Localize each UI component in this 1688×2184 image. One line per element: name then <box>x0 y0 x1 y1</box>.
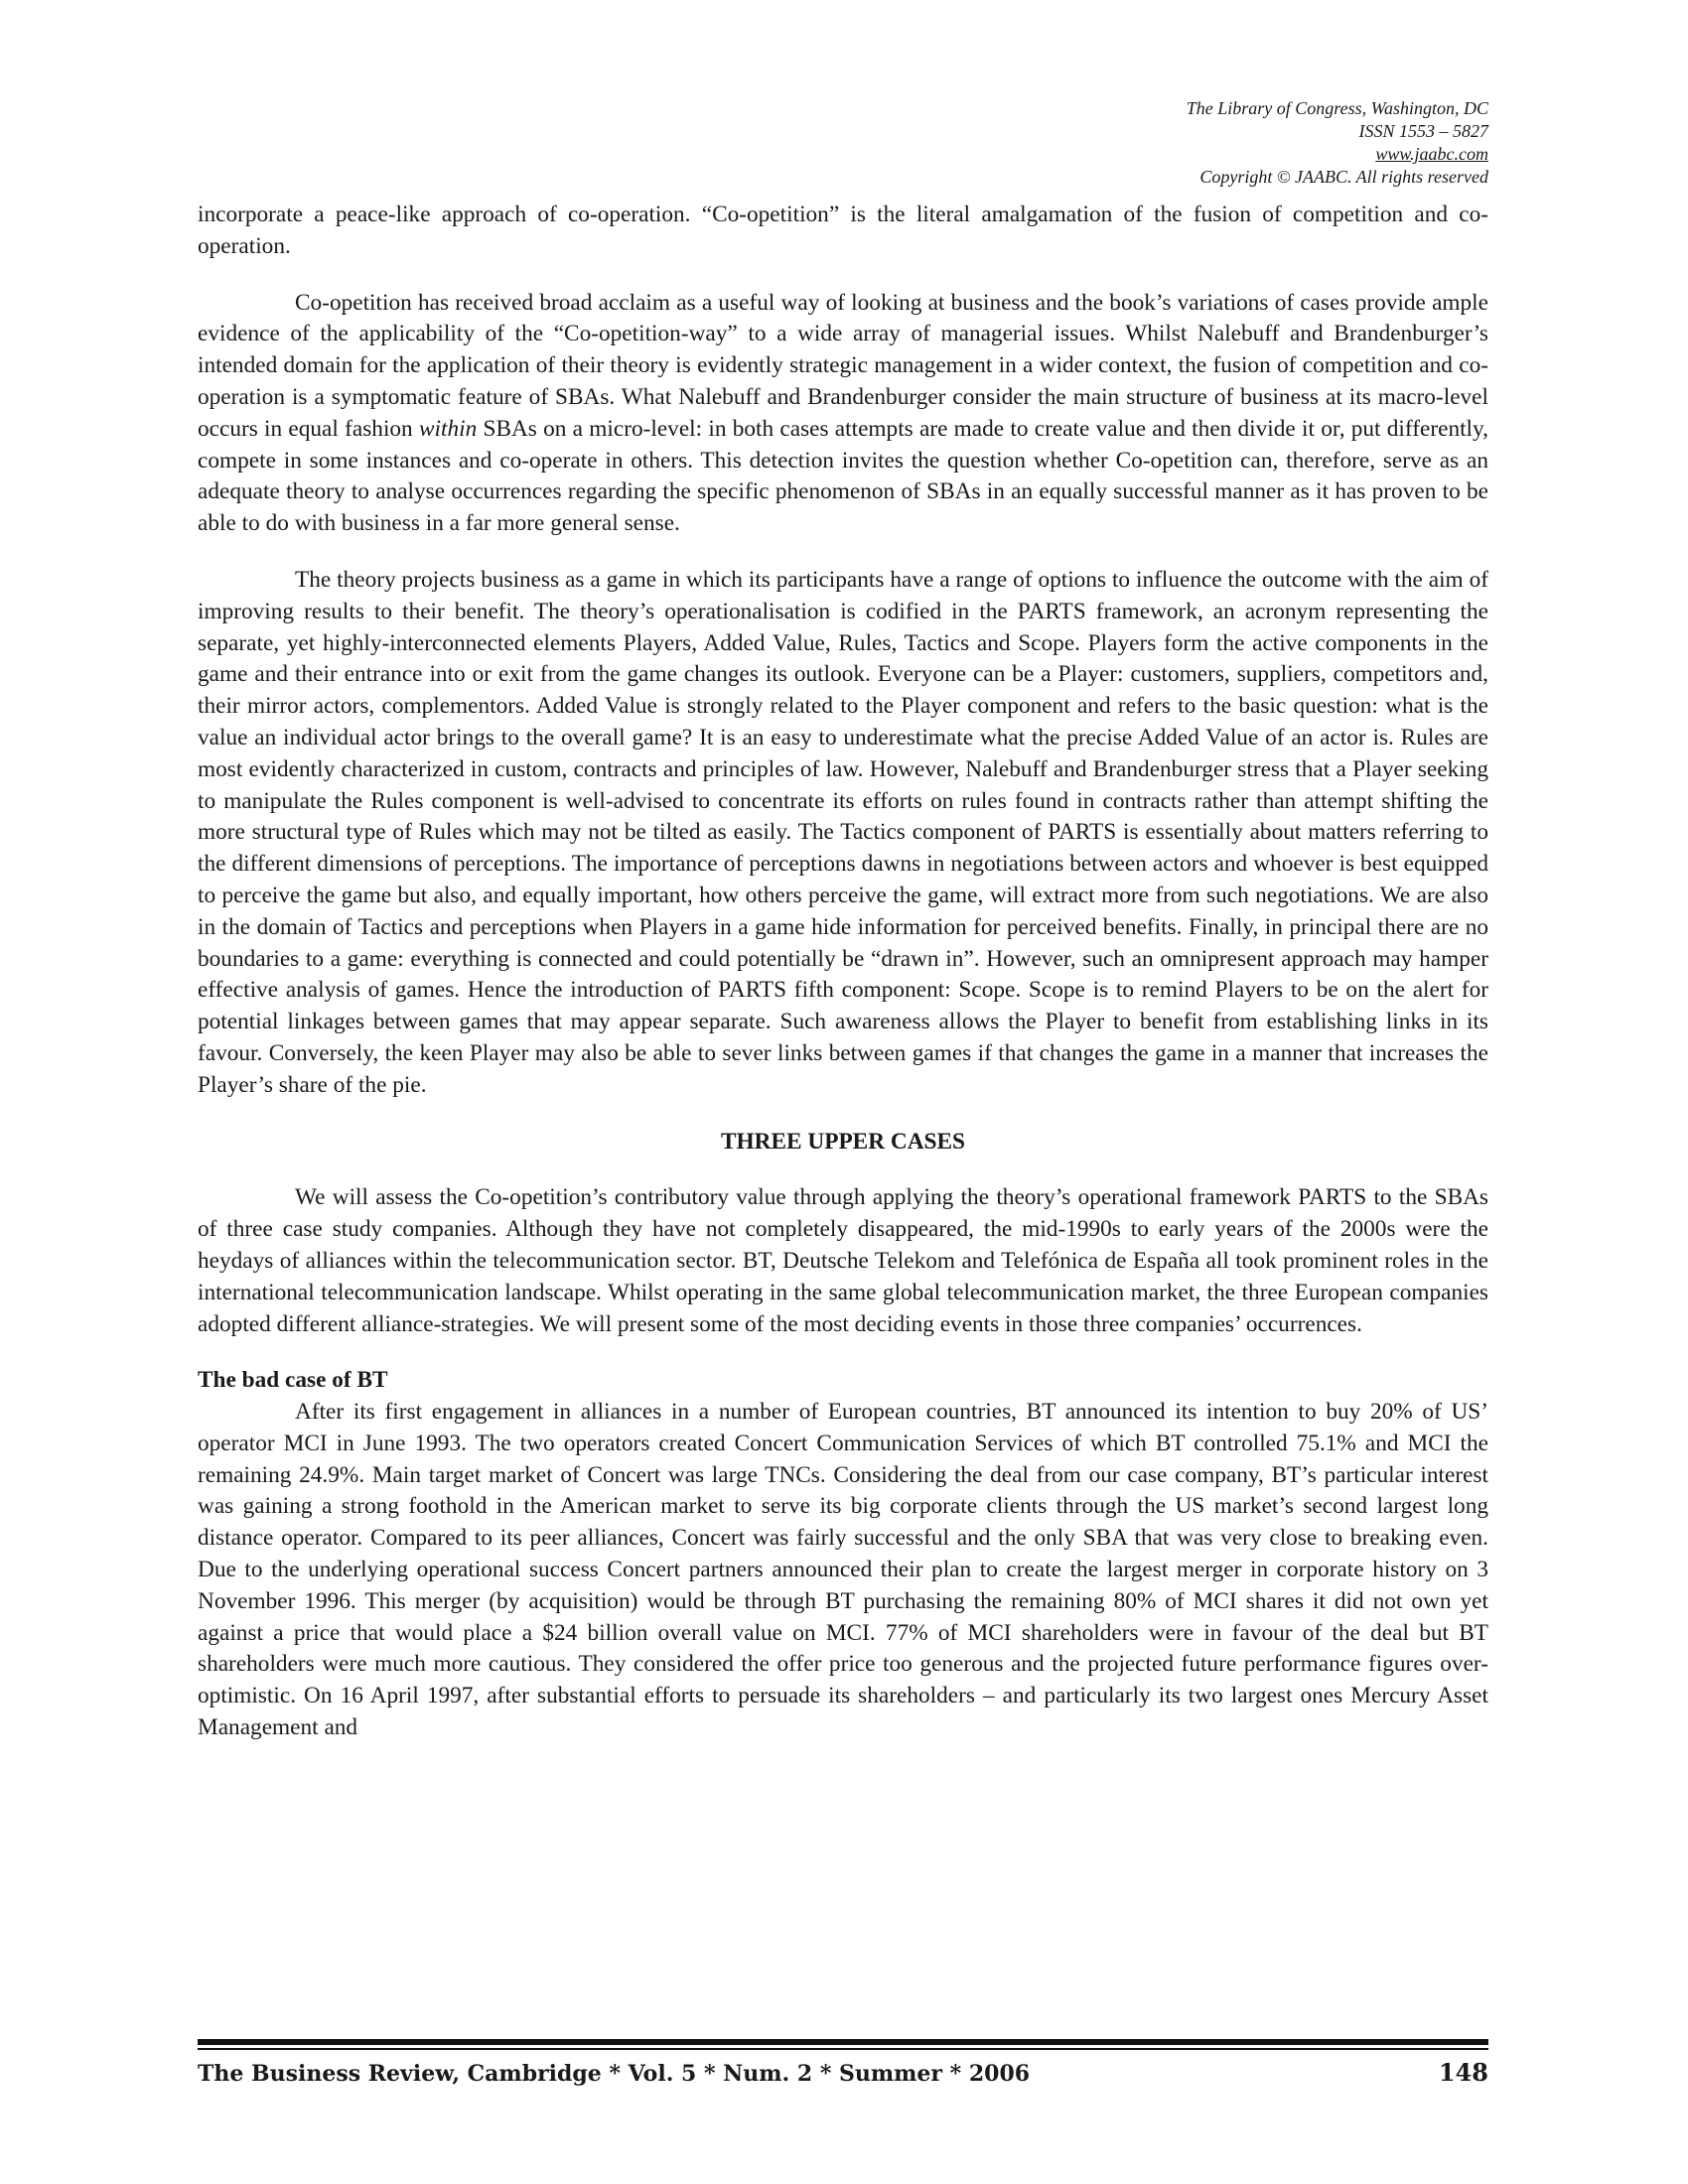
journal-header <box>198 97 1488 200</box>
section-heading: THREE UPPER CASES <box>721 1128 965 1155</box>
header-website-link[interactable]: www.jaabc.com <box>1375 144 1488 164</box>
paragraph-2: Co-opetition has received broad acclaim as a useful way of looking at business and the book’s variations of cases provide ample evidence of the applicability of the “Co-opetition-way” to a wide array of managerial issues. Whilst Nalebuff and Brandenburger’s intended domain for the application of their theory is evidently strategic management in a wider context, the fusion of competition and co-operation is a symptomatic feature of SBAs. What Nalebuff and Brandenburger consider the main structure of business at its macro-level occurs in equal fashion within SBAs on a micro-level: in both cases attempts are made to create value and then divide it or, put differently, compete in some instances and co-operate in others. This detection invites the question whether Co-opetition can, therefore, serve as an adequate theory to analyse occurrences regarding the specific phenomenon of SBAs in an equally successful manner as it has proven to be able to do with business in a far more general sense. <box>198 289 1488 537</box>
paragraph-4: We will assess the Co-opetition’s contributory value through applying the theory’s operational framework PARTS to the SBAs of three case study companies. Although they have not completely disappeared, the mid-1990s to early years of the 2000s were the heydays of alliances within the telecommunication sector. BT, Deutsche Telekom and Telefónica de España all took prominent roles in the international telecommunication landscape. Whilst operating in the same global telecommunication market, the three European companies adopted different alliance-strategies. We will present some of the most deciding events in those three companies’ occurrences. <box>198 1184 1488 1337</box>
paragraph-3: The theory projects business as a game in which its participants have a range of options to influence the outcome with the aim of improving results to their benefit. The theory’s operationalisation is codified in the PARTS framework, an acronym representing the separate, yet highly-interconnected elements Players, Added Value, Rules, Tactics and Scope. Players form the active components in the game and their entrance into or exit from the game changes its outlook. Everyone can be a Player: customers, suppliers, competitors and, their mirror actors, complementors. Added Value is strongly related to the Player component and refers to the basic question: what is the value an individual actor brings to the overall game? It is an easy to underestimate what the precise Added Value of an actor is. Rules are most evidently characterized in custom, contracts and principles of law. However, Nalebuff and Brandenburger stress that a Player seeking to manipulate the Rules component is well-advised to concentrate its efforts on rules found in contracts rather than attempt shifting the more structural type of Rules which may not be tilted as easily. The Tactics component of PARTS is essentially about matters referring to the different dimensions of perceptions. The importance of perceptions dawns in negotiations between actors and whoever is best equipped to perceive the game but also, and equally important, how others perceive the game, will extract more from such negotiations. We are also in the domain of Tactics and perceptions when Players in a game hide information for perceived benefits. Finally, in principal there are no boundaries to a game: everything is connected and could potentially be “drawn in”. However, such an omnipresent approach may hamper effective analysis of games. Hence the introduction of PARTS fifth component: Scope. Scope is to remind Players to be on the alert for potential linkages between games that may appear separate. Such awareness allows the Player to benefit from establishing links in its favour. Conversely, the keen Player may also be able to sever links between games if that changes the game in a manner that increases the Player’s share of the pie. <box>198 566 1488 1098</box>
header-copyright: Copyright © JAABC. All rights reserved <box>1199 167 1488 187</box>
page <box>198 97 1488 2122</box>
paragraph-1: incorporate a peace-like approach of co-operation. “Co-opetition” is the literal amalgamation of the fusion of competition and co-operation. <box>198 202 1488 259</box>
paragraph-5: After its first engagement in alliances in a number of European countries, BT announced its intention to buy 20% of US’ operator MCI in June 1993. The two operators created Concert Communication Services of which BT controlled 75.1% and MCI the remaining 24.9%. Main target market of Concert was large TNCs. Considering the deal from our case company, BT’s particular interest was gaining a strong foothold in the American market to serve its big corporate clients through the US market’s second largest long distance operator. Compared to its peer alliances, Concert was fairly successful and the only SBA that was very close to breaking even. Due to the underlying operational success Concert partners announced their plan to create the largest merger in corporate history on 3 November 1996. This merger (by acquisition) would be through BT purchasing the remaining 80% of MCI shares it did not own yet against a price that would place a $24 billion overall value on MCI. 77% of MCI shareholders were in favour of the deal but BT shareholders were much more cautious. They considered the offer price too generous and the projected future performance figures over-optimistic. On 16 April 1997, after substantial efforts to persuade its shareholders – and particularly its two largest ones Mercury Asset Management and <box>198 1399 1488 1741</box>
header-issn: ISSN 1553 – 5827 <box>1358 121 1488 141</box>
footer-rule-thick <box>198 2039 1488 2045</box>
article-body <box>198 200 1488 1744</box>
subsection-heading: The bad case of BT <box>198 1367 388 1394</box>
page-number: 148 <box>1438 2058 1488 2087</box>
page-footer <box>198 2039 1488 2087</box>
footer-rule-thin <box>198 2048 1488 2050</box>
header-library: The Library of Congress, Washington, DC <box>1186 98 1488 118</box>
emphasis-within: within <box>418 415 478 442</box>
footer-journal-citation: The Business Review, Cambridge * Vol. 5 * Num. 2 * Summer * 2006 <box>198 2061 1031 2087</box>
